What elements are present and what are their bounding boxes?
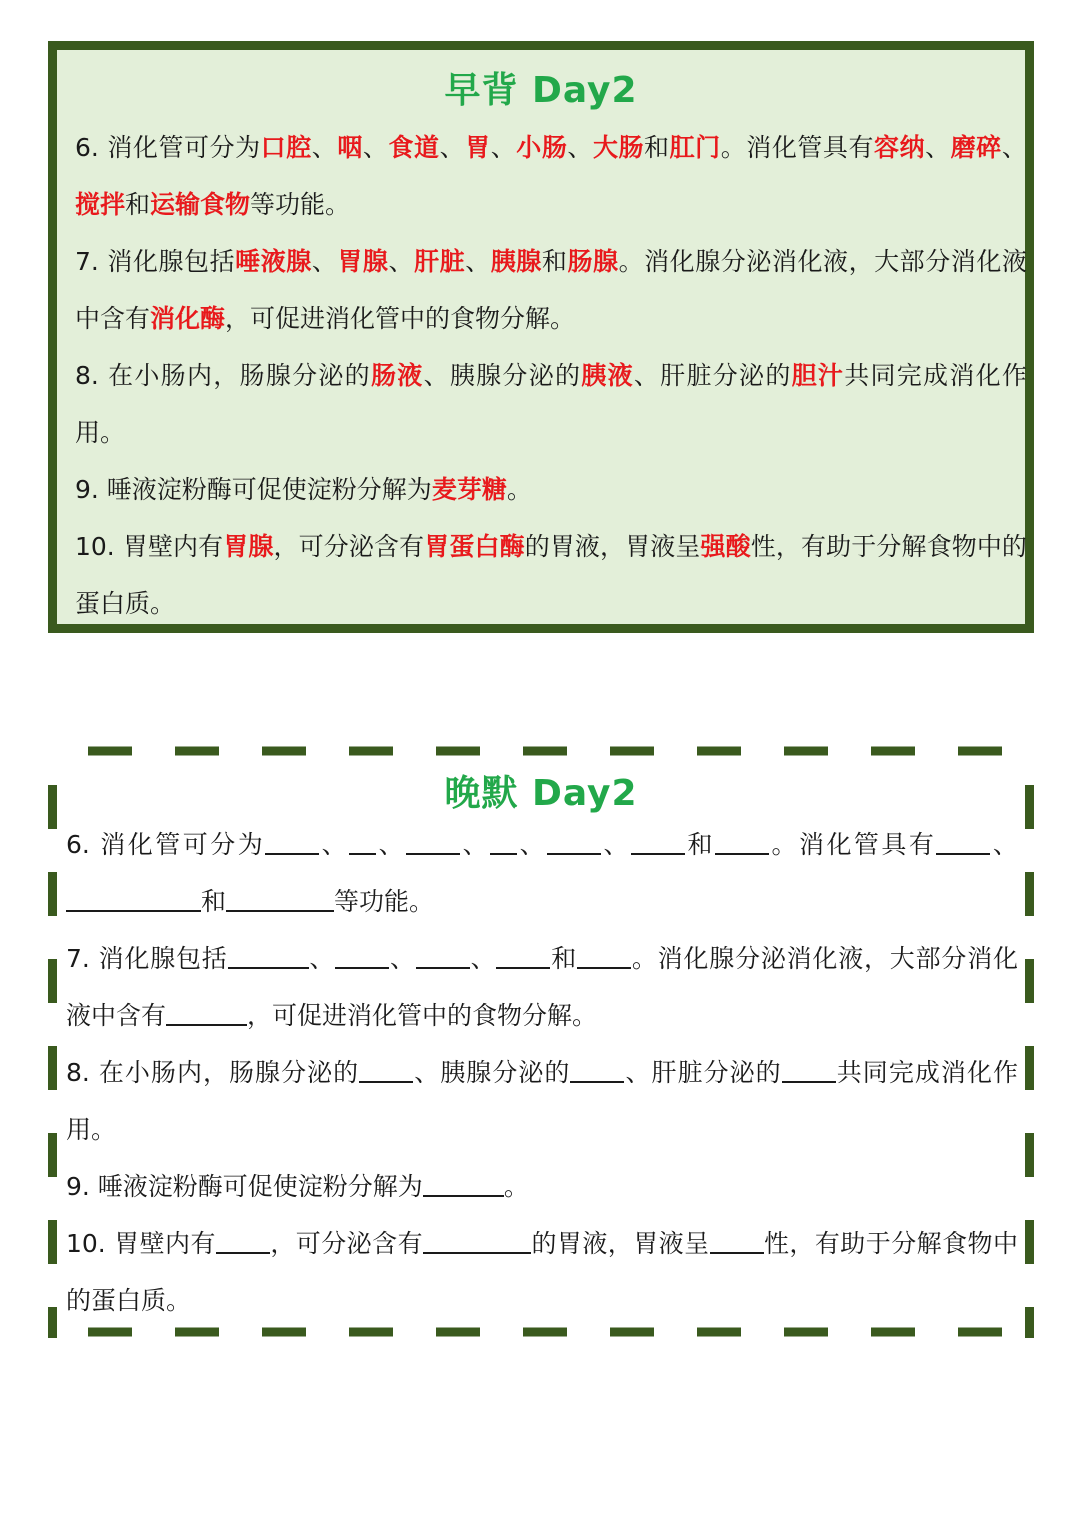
- item-text: 6. 消化管可分为: [66, 830, 266, 859]
- evening-dictation-card: [48, 745, 1034, 1338]
- answer-keyword: 麦芽糖: [431, 475, 507, 504]
- evening-item: [66, 1158, 1018, 1215]
- blank-line[interactable]: [423, 1173, 504, 1197]
- answer-keyword: 小肠: [516, 133, 568, 162]
- blank-line[interactable]: [570, 1059, 624, 1083]
- answer-keyword: 食道: [388, 133, 440, 162]
- item-text: 、: [311, 247, 338, 276]
- item-text: 、: [990, 830, 1018, 859]
- answer-keyword: 肛门: [669, 133, 721, 162]
- answer-keyword: 胃腺: [337, 247, 389, 276]
- item-text: 。: [503, 1172, 529, 1201]
- blank-line[interactable]: [349, 831, 376, 855]
- item-text: 和: [125, 190, 151, 219]
- evening-title: 晚默 Day2: [444, 773, 638, 814]
- item-text: 性，有助于分解食物中的蛋白质。: [66, 1229, 1018, 1315]
- blank-line[interactable]: [228, 945, 309, 969]
- answer-keyword: 运输食物: [150, 190, 251, 219]
- item-text: 、: [319, 830, 350, 859]
- item-text: 、: [1001, 133, 1027, 162]
- item-text: 、: [925, 133, 951, 162]
- blank-line[interactable]: [406, 831, 460, 855]
- item-text: 、: [465, 247, 491, 276]
- item-text: 和: [541, 247, 568, 276]
- answer-keyword: 胰液: [581, 361, 634, 390]
- blank-line[interactable]: [265, 831, 319, 855]
- blank-line[interactable]: [66, 888, 201, 912]
- answer-keyword: 胃蛋白酶: [424, 532, 525, 561]
- item-text: 7. 消化腺包括: [75, 247, 236, 276]
- item-text: ，可分泌含有: [269, 1229, 424, 1258]
- item-text: 、: [388, 247, 415, 276]
- answer-keyword: 唾液腺: [235, 247, 312, 276]
- item-text: 、: [376, 830, 407, 859]
- answer-keyword: 胆汁: [791, 361, 845, 390]
- answer-keyword: 磨碎: [950, 133, 1002, 162]
- evening-item: [66, 816, 1018, 930]
- item-text: 6. 消化管可分为: [75, 133, 261, 162]
- blank-line[interactable]: [715, 831, 769, 855]
- morning-item: [75, 119, 1027, 233]
- answer-keyword: 消化酶: [150, 304, 226, 333]
- answer-keyword: 强酸: [700, 532, 751, 561]
- item-text: 8. 在小肠内，肠腺分泌的: [75, 361, 371, 390]
- item-text: 和: [644, 133, 670, 162]
- morning-item: [75, 461, 1027, 518]
- item-text: 共同完成消化作用。: [75, 361, 1027, 447]
- answer-keyword: 胃腺: [223, 532, 274, 561]
- item-text: 的胃液，胃液呈: [531, 1229, 710, 1258]
- blank-line[interactable]: [710, 1230, 764, 1254]
- blank-line[interactable]: [631, 831, 685, 855]
- item-text: 、: [439, 133, 466, 162]
- item-text: 的胃液，胃液呈: [524, 532, 701, 561]
- blank-line[interactable]: [335, 945, 389, 969]
- evening-item: [66, 1215, 1018, 1329]
- item-text: 、: [490, 133, 517, 162]
- item-text: 、: [469, 944, 497, 973]
- morning-item: [75, 233, 1027, 347]
- item-text: 。消化管具有: [769, 830, 937, 859]
- evening-item: [66, 930, 1018, 1044]
- blank-line[interactable]: [166, 1002, 247, 1026]
- item-text: 、胰腺分泌的: [413, 1058, 571, 1087]
- item-text: 10. 胃壁内有: [66, 1229, 216, 1258]
- item-text: ，可分泌含有: [273, 532, 425, 561]
- item-text: 和: [201, 887, 227, 916]
- item-text: 。消化腺分泌消化液，大部分消化液中含有: [75, 247, 1027, 333]
- answer-keyword: 大肠: [592, 133, 645, 162]
- blank-line[interactable]: [423, 1230, 531, 1254]
- item-text: 性，有助于分解食物中的蛋白质。: [75, 532, 1027, 618]
- morning-title: 早背 Day2: [444, 70, 638, 111]
- item-text: 10. 胃壁内有: [75, 532, 224, 561]
- answer-keyword: 肝脏: [414, 247, 466, 276]
- morning-item: [75, 347, 1027, 461]
- answer-keyword: 肠腺: [567, 247, 619, 276]
- morning-answer-list: [75, 119, 1027, 632]
- item-text: 、: [517, 830, 548, 859]
- blank-line[interactable]: [936, 831, 990, 855]
- blank-line[interactable]: [782, 1059, 836, 1083]
- item-text: 9. 唾液淀粉酶可促使淀粉分解为: [66, 1172, 423, 1201]
- item-text: 等功能。: [250, 190, 351, 219]
- blank-line[interactable]: [547, 831, 601, 855]
- answer-keyword: 容纳: [874, 133, 926, 162]
- evening-item: [66, 1044, 1018, 1158]
- morning-review-card: [48, 41, 1034, 633]
- evening-blank-list: [66, 816, 1018, 1329]
- item-text: 9. 唾液淀粉酶可促使淀粉分解为: [75, 475, 432, 504]
- item-text: 。消化管具有: [720, 133, 875, 162]
- item-text: 、胰腺分泌的: [423, 361, 582, 390]
- item-text: 、: [389, 944, 416, 973]
- item-text: ，可促进消化管中的食物分解。: [247, 1001, 598, 1030]
- blank-line[interactable]: [216, 1230, 270, 1254]
- item-text: 。消化腺分泌消化液，大部分消化液中含有: [66, 944, 1018, 1030]
- item-text: 、: [601, 830, 632, 859]
- blank-line[interactable]: [226, 888, 334, 912]
- answer-keyword: 咽: [337, 133, 363, 162]
- item-text: 、肝脏分泌的: [633, 361, 792, 390]
- item-text: 、: [567, 133, 593, 162]
- item-text: 和: [550, 944, 578, 973]
- item-text: 、: [311, 133, 338, 162]
- item-text: 共同完成消化作用。: [66, 1058, 1018, 1144]
- item-text: 8. 在小肠内，肠腺分泌的: [66, 1058, 360, 1087]
- item-text: 、: [362, 133, 389, 162]
- item-text: 7. 消化腺包括: [66, 944, 228, 973]
- item-text: 等功能。: [334, 887, 435, 916]
- blank-line[interactable]: [577, 945, 631, 969]
- blank-line[interactable]: [359, 1059, 413, 1083]
- item-text: 、肝脏分泌的: [624, 1058, 782, 1087]
- answer-keyword: 胃: [465, 133, 491, 162]
- item-text: 、: [308, 944, 336, 973]
- item-text: ，可促进消化管中的食物分解。: [225, 304, 576, 333]
- answer-keyword: 肠液: [370, 361, 424, 390]
- blank-line[interactable]: [490, 831, 517, 855]
- item-text: 、: [460, 830, 491, 859]
- item-text: 和: [685, 830, 715, 859]
- blank-line[interactable]: [416, 945, 470, 969]
- answer-keyword: 胰腺: [490, 247, 542, 276]
- item-text: 。: [506, 475, 532, 504]
- answer-keyword: 口腔: [260, 133, 312, 162]
- morning-item: [75, 518, 1027, 632]
- answer-keyword: 搅拌: [75, 190, 126, 219]
- blank-line[interactable]: [496, 945, 550, 969]
